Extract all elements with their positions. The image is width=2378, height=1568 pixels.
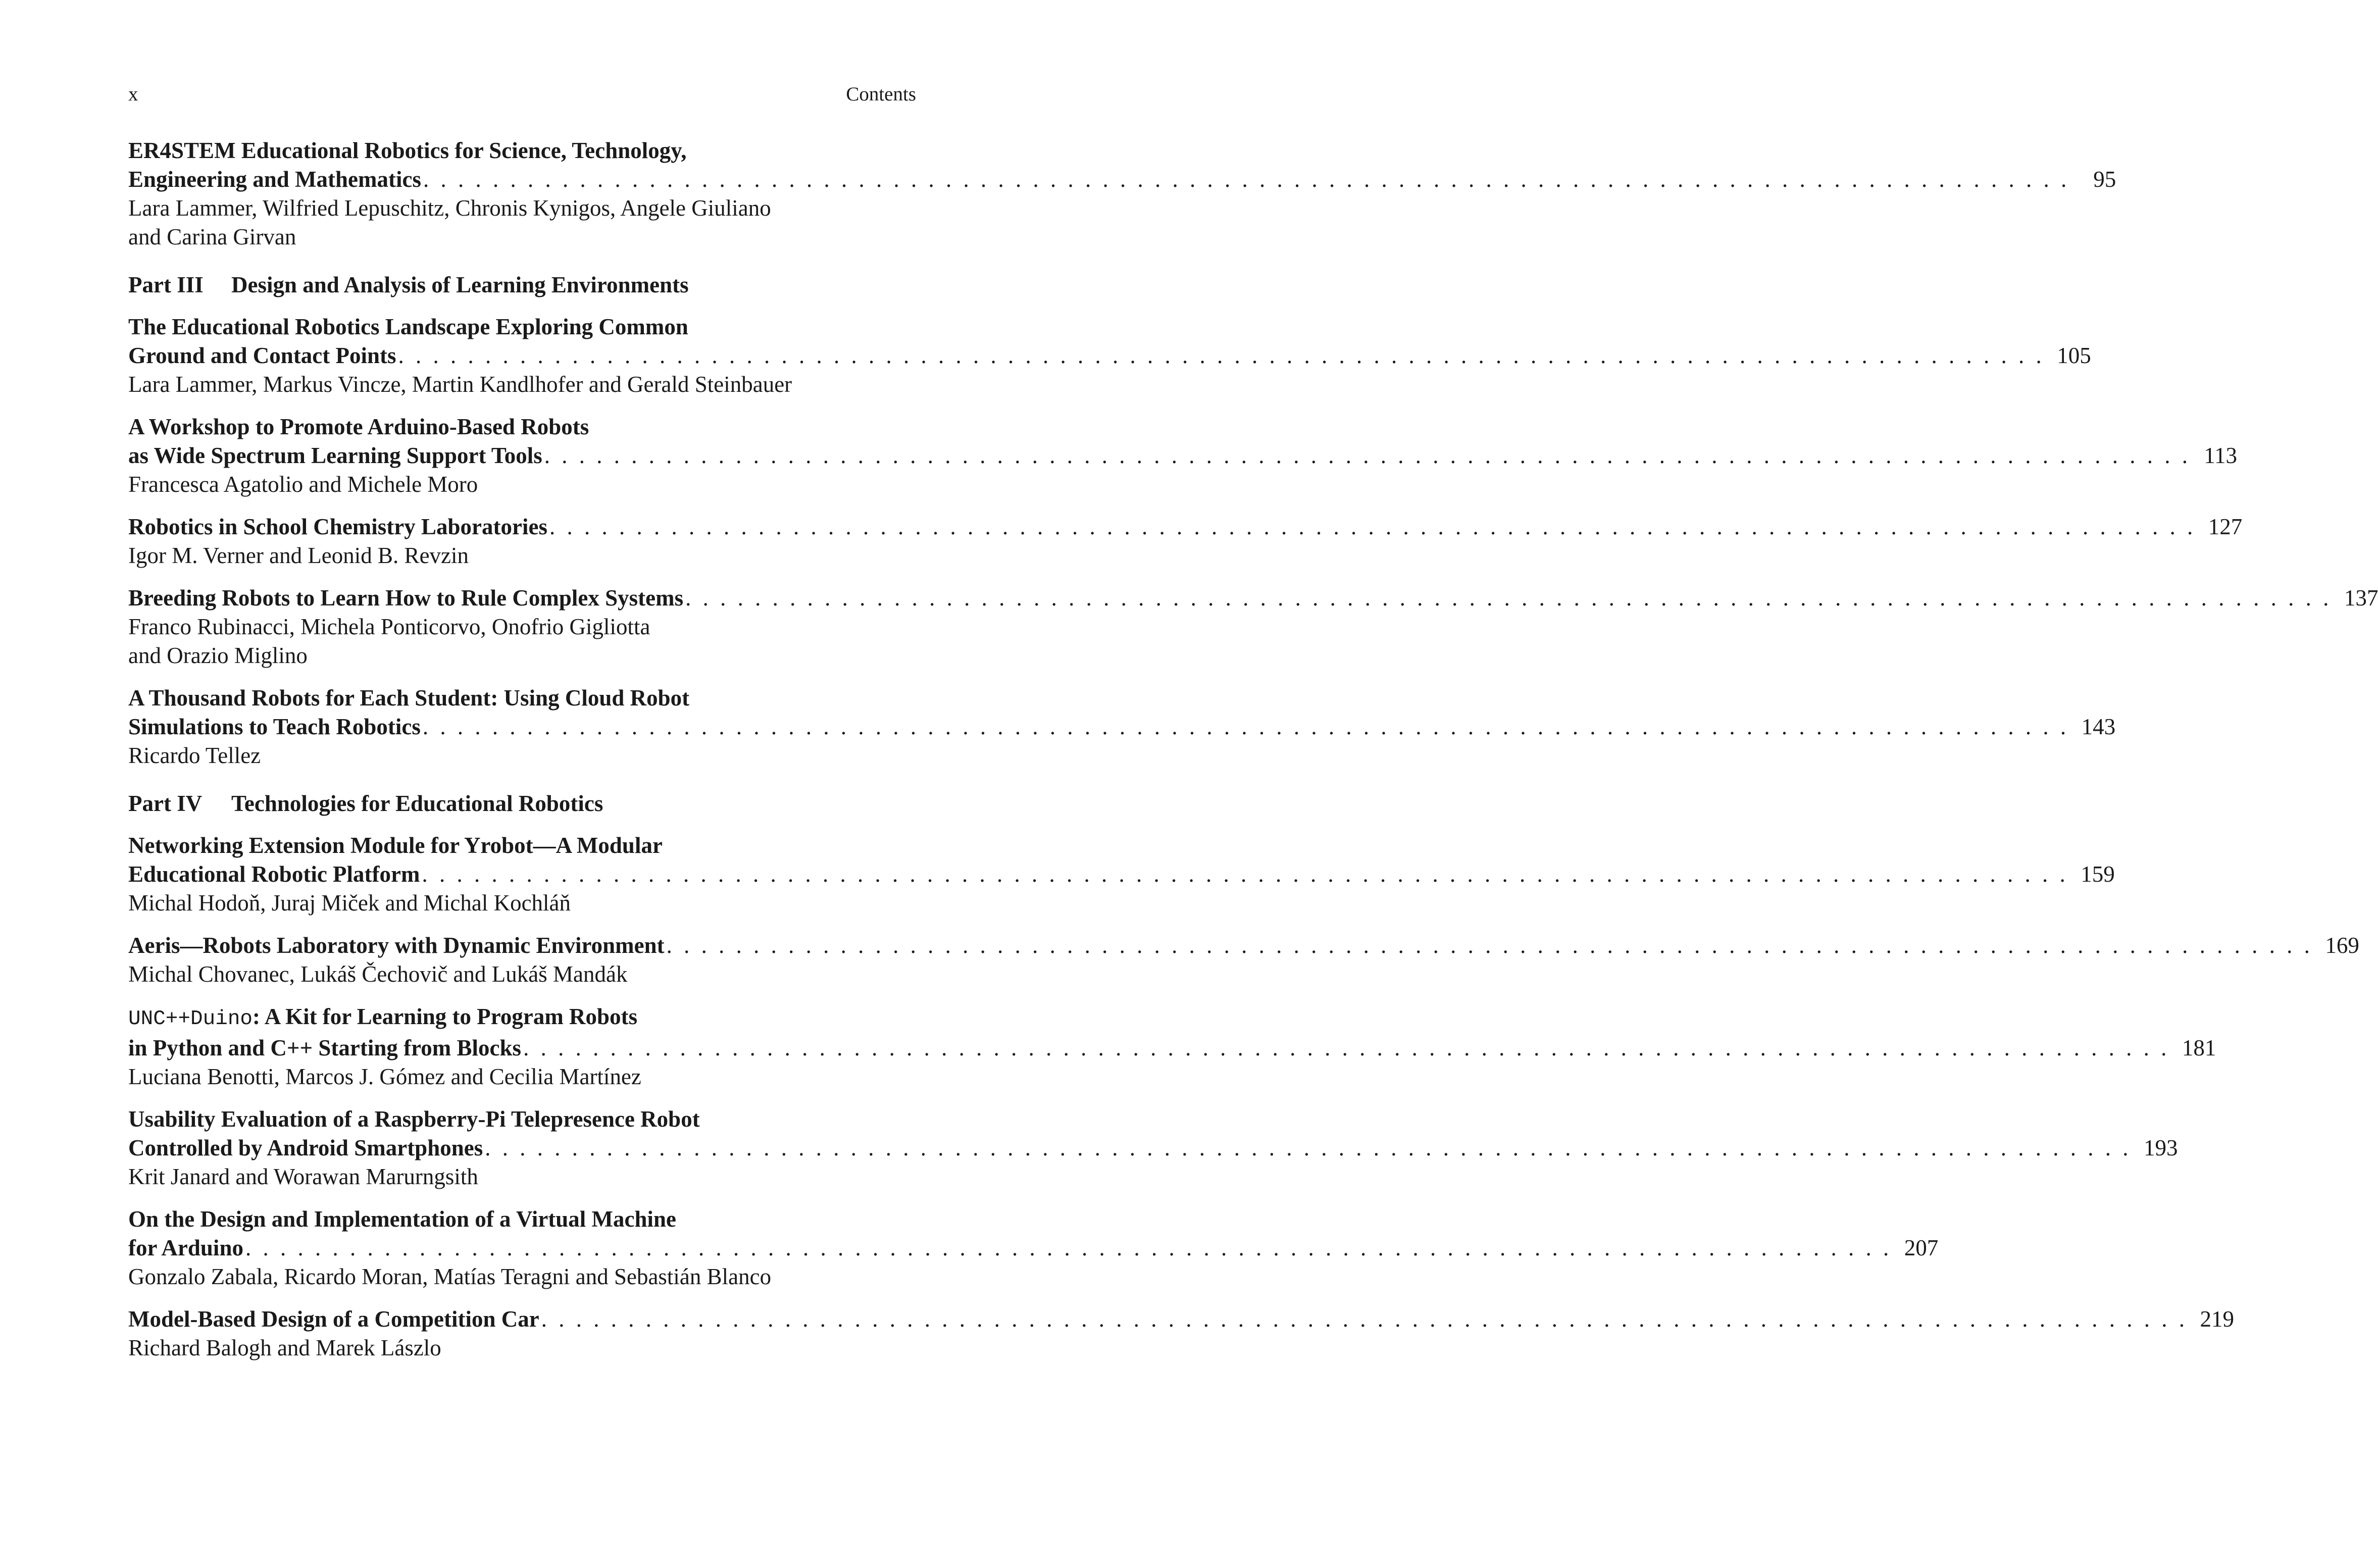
entry-title[interactable]: Aeris—Robots Laboratory with Dynamic Environment xyxy=(128,933,665,958)
entry-authors xyxy=(128,741,916,770)
entry-page-number[interactable]: 127 xyxy=(2208,514,2243,539)
running-head xyxy=(128,82,916,107)
entry-title-line xyxy=(128,441,2238,470)
part-label: Part III xyxy=(128,272,204,297)
entry-title[interactable]: The Educational Robotics Landscape Exploring Common xyxy=(128,314,688,339)
entry-authors xyxy=(128,889,916,918)
entry-title-line xyxy=(128,931,2359,960)
entry-title[interactable]: Model-Based Design of a Competition Car xyxy=(128,1306,539,1332)
toc-entry xyxy=(128,513,2243,570)
leader-dots: . . . . . . . . . . . . . . . . . . . . . . . . . . . . . . . . . . . . . . . . . . . . . . . . . . . . . . . . . . . . . . . . . . . . . . . . . . . . . . . . . . . . . . . . . . . . . . . xyxy=(245,1235,1892,1260)
author-line: Michal Hodoň, Juraj Miček and Michal Kochláň xyxy=(128,890,571,916)
entry-title-line xyxy=(128,860,2115,889)
entry-page-number[interactable]: 181 xyxy=(2182,1035,2216,1060)
entry-title-line xyxy=(128,1034,2216,1063)
table-of-contents xyxy=(128,136,2378,1376)
entry-title[interactable]: in Python and C++ Starting from Blocks xyxy=(128,1035,522,1060)
entry-title[interactable]: : A Kit for Learning to Program Robots xyxy=(252,1004,638,1029)
author-line: Luciana Benotti, Marcos J. Gómez and Cecilia Martínez xyxy=(128,1064,641,1089)
author-line: Lara Lammer, Wilfried Lepuschitz, Chronis Kynigos, Angele Giuliano xyxy=(128,195,771,221)
entry-title[interactable]: A Thousand Robots for Each Student: Using Cloud Robot xyxy=(128,685,690,711)
author-line: Francesca Agatolio and Michele Moro xyxy=(128,472,478,497)
entry-title-line xyxy=(128,413,916,441)
entry-title[interactable]: Engineering and Mathematics xyxy=(128,167,421,192)
author-line: Lara Lammer, Markus Vincze, Martin Kandlhofer and Gerald Steinbauer xyxy=(128,372,792,397)
author-line: Gonzalo Zabala, Ricardo Moran, Matías Teragni and Sebastián Blanco xyxy=(128,1264,772,1289)
toc-entry xyxy=(128,584,2378,670)
author-line: and Carina Girvan xyxy=(128,224,296,249)
part-heading xyxy=(128,789,916,818)
entry-title[interactable]: Usability Evaluation of a Raspberry-Pi Telepresence Robot xyxy=(128,1106,700,1132)
entry-page-number[interactable]: 169 xyxy=(2325,933,2359,958)
entry-page-number[interactable]: 105 xyxy=(2057,343,2091,368)
author-line: Krit Janard and Worawan Marurngsith xyxy=(128,1164,478,1189)
entry-title[interactable]: ER4STEM Educational Robotics for Science, Technology, xyxy=(128,138,687,163)
entry-title-line xyxy=(128,1105,916,1134)
entry-authors xyxy=(128,1162,916,1191)
toc-entry xyxy=(128,1002,2216,1091)
entry-page-number[interactable]: 95 xyxy=(2093,167,2116,192)
toc-entry xyxy=(128,931,2359,989)
toc-entry xyxy=(128,413,2238,499)
entry-title-line xyxy=(128,684,916,713)
entry-title-line xyxy=(128,831,916,860)
entry-title-line xyxy=(128,513,2243,541)
toc-entry xyxy=(128,1205,1939,1291)
leader-dots: . . . . . . . . . . . . . . . . . . . . . . . . . . . . . . . . . . . . . . . . . . . . . . . . . . . . . . . . . . . . . . . . . . . . . . . . . . . . . . . . . . . . . . . . . . . . . . . xyxy=(398,343,2045,368)
leader-dots: . . . . . . . . . . . . . . . . . . . . . . . . . . . . . . . . . . . . . . . . . . . . . . . . . . . . . . . . . . . . . . . . . . . . . . . . . . . . . . . . . . . . . . . . . . . . . . . xyxy=(422,714,2069,739)
entry-title-code[interactable]: UNC++Duino xyxy=(128,1007,253,1031)
entry-title-line xyxy=(128,313,916,341)
author-line: Igor M. Verner and Leonid B. Revzin xyxy=(128,543,469,568)
toc-entry xyxy=(128,1305,2234,1362)
entry-title-line xyxy=(128,1305,2234,1334)
part-title[interactable]: Design and Analysis of Learning Environments xyxy=(231,272,689,297)
entry-title[interactable]: Educational Robotic Platform xyxy=(128,862,420,887)
entry-authors xyxy=(128,470,916,499)
leader-dots: . . . . . . . . . . . . . . . . . . . . . . . . . . . . . . . . . . . . . . . . . . . . . . . . . . . . . . . . . . . . . . . . . . . . . . . . . . . . . . . . . . . . . . . . . . . . . . . xyxy=(666,933,2313,958)
entry-page-number[interactable]: 207 xyxy=(1904,1235,1939,1260)
entry-title-line xyxy=(128,1234,1939,1262)
entry-authors xyxy=(128,960,916,989)
entry-page-number[interactable]: 219 xyxy=(2200,1306,2234,1332)
entry-authors xyxy=(128,1334,916,1362)
leader-dots: . . . . . . . . . . . . . . . . . . . . . . . . . . . . . . . . . . . . . . . . . . . . . . . . . . . . . . . . . . . . . . . . . . . . . . . . . . . . . . . . . . . . . . . . . . . . . . . xyxy=(485,1135,2132,1160)
entry-title-line xyxy=(128,584,2378,613)
entry-title-line xyxy=(128,341,2091,370)
author-line: Richard Balogh and Marek Lászlo xyxy=(128,1335,441,1360)
entry-authors xyxy=(128,541,916,570)
entry-title[interactable]: Networking Extension Module for Yrobot—A Modular xyxy=(128,833,663,858)
entry-title[interactable]: Breeding Robots to Learn How to Rule Complex Systems xyxy=(128,585,684,611)
entry-title[interactable]: Controlled by Android Smartphones xyxy=(128,1135,483,1160)
entry-authors xyxy=(128,194,916,251)
page-number: x xyxy=(128,83,138,105)
entry-title[interactable]: A Workshop to Promote Arduino-Based Robots xyxy=(128,414,589,439)
toc-entry xyxy=(128,684,2116,770)
entry-title[interactable]: for Arduino xyxy=(128,1235,243,1260)
leader-dots: . . . . . . . . . . . . . . . . . . . . . . . . . . . . . . . . . . . . . . . . . . . . . . . . . . . . . . . . . . . . . . . . . . . . . . . . . . . . . . . . . . . . . . . . . . . . . . . xyxy=(544,443,2191,468)
part-label: Part IV xyxy=(128,791,203,816)
entry-authors xyxy=(128,1262,916,1291)
entry-title-line xyxy=(128,136,916,165)
running-title: Contents xyxy=(846,83,916,105)
part-heading xyxy=(128,271,916,299)
entry-title-line xyxy=(128,1205,916,1234)
entry-title[interactable]: as Wide Spectrum Learning Support Tools xyxy=(128,443,542,468)
leader-dots: . . . . . . . . . . . . . . . . . . . . . . . . . . . . . . . . . . . . . . . . . . . . . . . . . . . . . . . . . . . . . . . . . . . . . . . . . . . . . . . . . . . . . . . . . . . . . . . xyxy=(423,167,2070,192)
part-title[interactable]: Technologies for Educational Robotics xyxy=(231,791,603,816)
toc-entry xyxy=(128,136,2116,251)
entry-authors xyxy=(128,613,916,670)
entry-page-number[interactable]: 137 xyxy=(2344,585,2378,611)
entry-page-number[interactable]: 143 xyxy=(2081,714,2116,739)
entry-title[interactable]: Robotics in School Chemistry Laboratories xyxy=(128,514,547,539)
author-line: Franco Rubinacci, Michela Ponticorvo, Onofrio Gigliotta xyxy=(128,614,650,639)
author-line: Ricardo Tellez xyxy=(128,743,261,768)
toc-entry xyxy=(128,831,2115,918)
entry-title[interactable]: Ground and Contact Points xyxy=(128,343,396,368)
entry-page-number[interactable]: 193 xyxy=(2144,1135,2178,1160)
entry-title-line xyxy=(128,165,2116,194)
toc-entry xyxy=(128,313,2091,399)
entry-page-number[interactable]: 159 xyxy=(2081,862,2115,887)
entry-title-line xyxy=(128,713,2116,741)
leader-dots: . . . . . . . . . . . . . . . . . . . . . . . . . . . . . . . . . . . . . . . . . . . . . . . . . . . . . . . . . . . . . . . . . . . . . . . . . . . . . . . . . . . . . . . . . . . . . . . xyxy=(549,514,2196,539)
author-line: Michal Chovanec, Lukáš Čechovič and Lukáš Mandák xyxy=(128,962,628,987)
leader-dots: . . . . . . . . . . . . . . . . . . . . . . . . . . . . . . . . . . . . . . . . . . . . . . . . . . . . . . . . . . . . . . . . . . . . . . . . . . . . . . . . . . . . . . . . . . . . . . . xyxy=(422,862,2068,887)
entry-authors xyxy=(128,1063,916,1091)
entry-title[interactable]: On the Design and Implementation of a Virtual Machine xyxy=(128,1206,677,1232)
toc-entry xyxy=(128,1105,2178,1191)
author-line: and Orazio Miglino xyxy=(128,643,308,668)
entry-page-number[interactable]: 113 xyxy=(2204,443,2238,468)
leader-dots: . . . . . . . . . . . . . . . . . . . . . . . . . . . . . . . . . . . . . . . . . . . . . . . . . . . . . . . . . . . . . . . . . . . . . . . . . . . . . . . . . . . . . . . . . . . . . . . xyxy=(523,1035,2170,1060)
leader-dots: . . . . . . . . . . . . . . . . . . . . . . . . . . . . . . . . . . . . . . . . . . . . . . . . . . . . . . . . . . . . . . . . . . . . . . . . . . . . . . . . . . . . . . . . . . . . . . . xyxy=(685,585,2332,611)
entry-title-line xyxy=(128,1134,2178,1162)
leader-dots: . . . . . . . . . . . . . . . . . . . . . . . . . . . . . . . . . . . . . . . . . . . . . . . . . . . . . . . . . . . . . . . . . . . . . . . . . . . . . . . . . . . . . . . . . . . . . . . xyxy=(541,1306,2188,1332)
entry-authors xyxy=(128,370,916,399)
entry-title[interactable]: Simulations to Teach Robotics xyxy=(128,714,421,739)
entry-title-line xyxy=(128,1002,916,1034)
